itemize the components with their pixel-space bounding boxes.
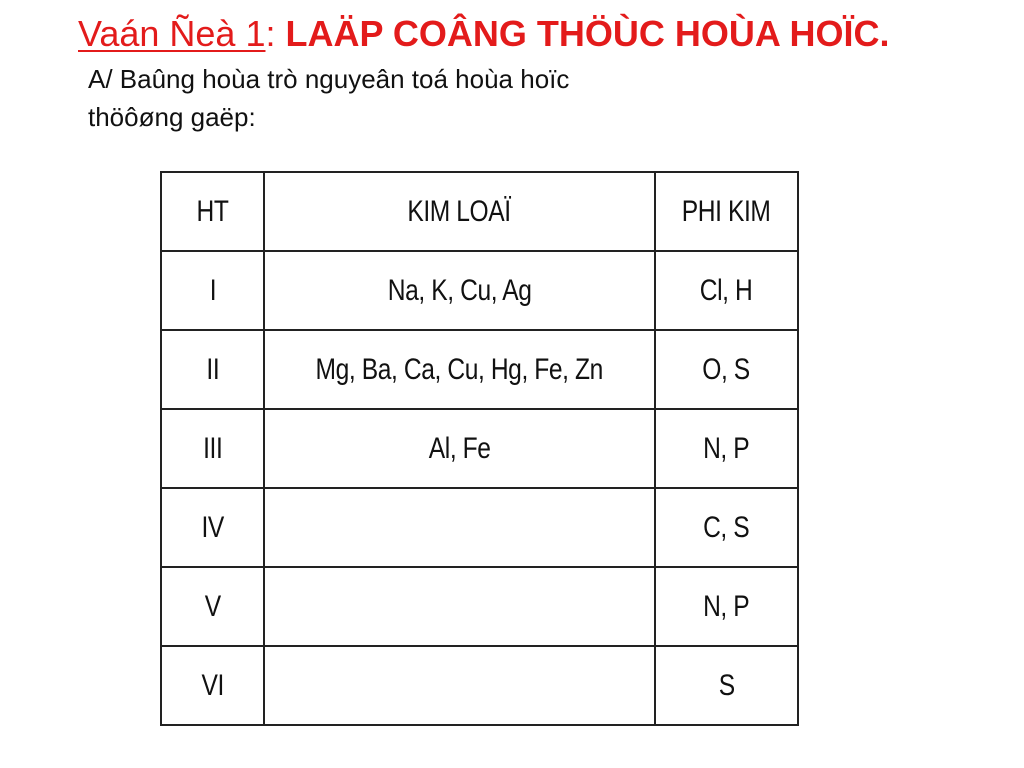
title-separator: : bbox=[265, 13, 286, 54]
metals-cell bbox=[264, 488, 655, 567]
table-header-row bbox=[161, 172, 798, 251]
table-row bbox=[161, 330, 798, 409]
nonmetals-cell: N, P bbox=[655, 567, 798, 646]
valence-cell: IV bbox=[161, 488, 264, 567]
header-cell-nonmetals: PHI KIM bbox=[655, 172, 798, 251]
slide-title bbox=[78, 12, 890, 56]
header-cell-valence: HT bbox=[161, 172, 264, 251]
table-row bbox=[161, 488, 798, 567]
valence-cell: III bbox=[161, 409, 264, 488]
metals-cell: Na, K, Cu, Ag bbox=[264, 251, 655, 330]
table-row bbox=[161, 251, 798, 330]
nonmetals-cell: Cl, H bbox=[655, 251, 798, 330]
metals-cell bbox=[264, 646, 655, 725]
nonmetals-cell: S bbox=[655, 646, 798, 725]
nonmetals-cell: O, S bbox=[655, 330, 798, 409]
subtitle bbox=[88, 60, 569, 136]
nonmetals-cell: N, P bbox=[655, 409, 798, 488]
title-main: LAÄP COÂNG THÖÙC HOÙA HOÏC. bbox=[285, 13, 890, 54]
table-row bbox=[161, 409, 798, 488]
metals-cell: Mg, Ba, Ca, Cu, Hg, Fe, Zn bbox=[264, 330, 655, 409]
table-row bbox=[161, 646, 798, 725]
header-cell-metals: KIM LOAÏ bbox=[264, 172, 655, 251]
valence-cell: I bbox=[161, 251, 264, 330]
valence-table bbox=[160, 171, 799, 726]
nonmetals-cell: C, S bbox=[655, 488, 798, 567]
metals-cell bbox=[264, 567, 655, 646]
valence-cell: VI bbox=[161, 646, 264, 725]
title-prefix: Vaán Ñeà 1 bbox=[78, 13, 266, 54]
metals-cell: Al, Fe bbox=[264, 409, 655, 488]
valence-cell: II bbox=[161, 330, 264, 409]
table-row bbox=[161, 567, 798, 646]
valence-cell: V bbox=[161, 567, 264, 646]
subtitle-line-1: A/ Baûng hoùa trò nguyeân toá hoùa hoïc bbox=[88, 64, 570, 94]
subtitle-line-2: thöôøng gaëp: bbox=[88, 102, 256, 132]
